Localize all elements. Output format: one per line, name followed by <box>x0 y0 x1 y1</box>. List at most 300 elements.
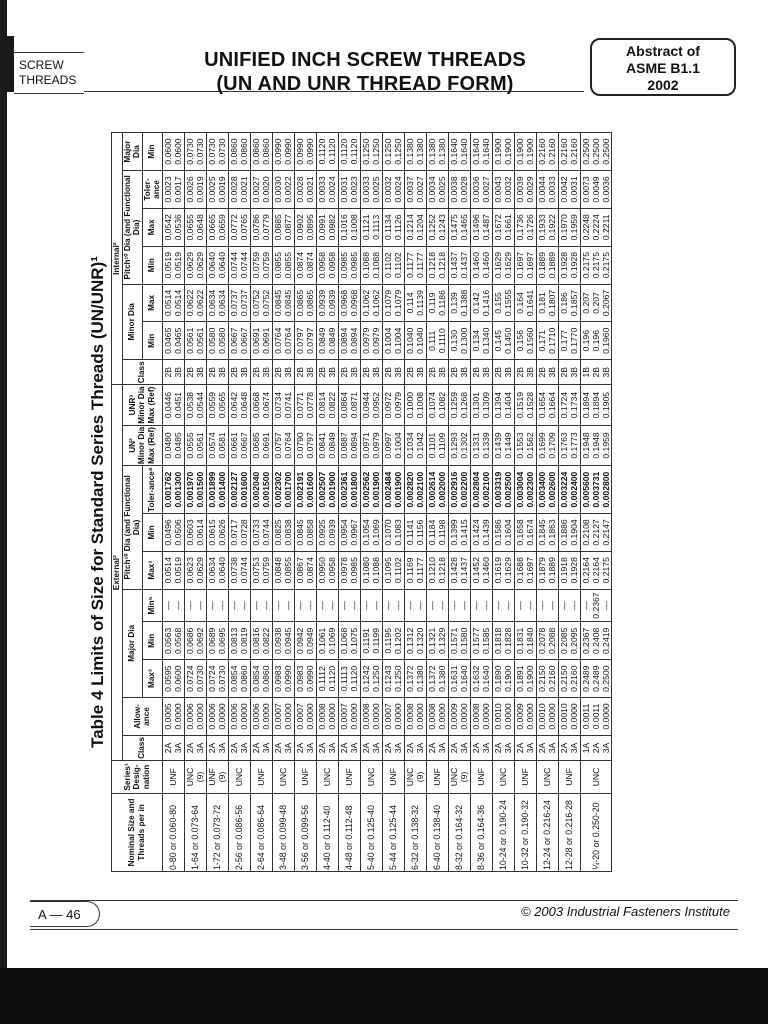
cell-imaj-min <box>382 133 404 171</box>
cell-value: 0.1959 <box>600 432 611 459</box>
cell-value: — <box>493 601 503 610</box>
cell-value: 0.1113 <box>371 214 381 240</box>
cell-min-min <box>514 322 536 360</box>
cell-value: 0.0730 <box>195 665 205 692</box>
cell-value: 0.0008 <box>471 703 481 730</box>
cell-value: 0.0865 <box>295 289 305 317</box>
cell-value: 0.0559 <box>207 391 217 419</box>
cell-value: 0.0000 <box>437 703 447 730</box>
cell-value: 0.1894 <box>580 391 591 419</box>
cell-value: 0.119 <box>427 292 437 314</box>
cell-value: 2B <box>163 367 173 378</box>
cell-min-max <box>316 284 338 322</box>
cell-value: 0.0000 <box>459 703 469 730</box>
cell-cls <box>250 735 272 760</box>
cell-pd-max <box>228 551 250 589</box>
cell-min-min <box>272 322 294 360</box>
table-row <box>206 133 228 872</box>
cell-value: 0.1928 <box>559 252 569 279</box>
cell-pd-max <box>470 551 492 589</box>
cell-value: 0.0822 <box>327 391 337 419</box>
cell-value: 0.0010 <box>559 703 569 730</box>
cell-value: 0.0030 <box>273 176 283 203</box>
table-row <box>558 133 580 872</box>
cell-value: 0.0028 <box>295 176 305 203</box>
cell-allow <box>580 698 611 736</box>
cell-value: 0.0752 <box>261 289 271 317</box>
cell-nominal: 6-32 or 0.138-32 <box>404 793 426 871</box>
cell-value: 0.2067 <box>600 289 611 317</box>
cell-value: 0.1082 <box>437 391 447 419</box>
cell-value: 0.0674 <box>261 391 271 419</box>
cell-value: 0.0972 <box>383 391 393 419</box>
cell-cls <box>382 735 404 760</box>
cell-pd-tol <box>536 466 558 514</box>
cell-icls <box>206 360 228 385</box>
cell-value: 0.0968 <box>339 289 349 317</box>
cell-value: 0.1204 <box>415 214 425 241</box>
cell-cls <box>558 735 580 760</box>
cell-value: 0.1970 <box>559 214 569 241</box>
cell-value: 0.0985 <box>349 557 359 584</box>
cell-value: — <box>317 601 327 610</box>
cell-un-minor <box>250 425 272 465</box>
cell-ipd-min <box>228 246 250 284</box>
cell-value: 0.1394 <box>493 391 503 419</box>
cell-value: 0.0938 <box>273 627 283 654</box>
cell-value: 0.0845 <box>273 289 283 317</box>
cell-value: 0.2150 <box>559 665 569 692</box>
cell-value: 3B <box>239 367 249 378</box>
cell-value: 0.0860 <box>239 665 249 692</box>
cell-value: 0.2160 <box>559 138 569 165</box>
cell-value: 0.1388 <box>459 289 469 317</box>
header-minor-min: Min <box>142 322 162 360</box>
cell-maj-max <box>162 660 184 698</box>
cell-nominal: ¼-20 or 0.250-20 <box>580 793 611 871</box>
cell-value: 0.0985 <box>349 252 359 279</box>
cell-pd-max <box>404 551 426 589</box>
cell-value: 0.145 <box>493 330 503 352</box>
cell-value: 0.1102 <box>393 252 403 278</box>
cell-maj-min5 <box>338 589 360 622</box>
cell-value: 3B <box>283 367 293 378</box>
header-unr-minor: UNR³ Minor Dia Max (Ref) <box>122 385 162 425</box>
cell-value: 0.002916 <box>449 471 459 508</box>
cell-value: 0.1828 <box>503 627 513 654</box>
abstract-line2: ASME B1.1 <box>626 60 700 76</box>
cell-value: 0.002500 <box>503 471 513 508</box>
cell-value: 3A <box>305 742 315 754</box>
cell-value: 0.2500 <box>590 138 601 165</box>
cell-value: 3B <box>195 367 205 378</box>
cell-value: 0.0600 <box>173 138 183 165</box>
cell-series: UNC <box>272 761 294 794</box>
cell-maj-min5 <box>382 589 404 622</box>
cell-pd-max <box>162 551 184 589</box>
cell-value: 0.2224 <box>590 214 601 241</box>
cell-series: UNC <box>536 761 558 794</box>
cell-series: UNC <box>580 761 611 794</box>
table-title: Table 4 Limits of Size for Standard Series Threads (UN/UNR)¹ <box>88 256 107 748</box>
cell-icls <box>162 360 184 385</box>
cell-value: 2B <box>537 367 547 378</box>
cell-icls <box>536 360 558 385</box>
cell-icls <box>272 360 294 385</box>
cell-value: 0.0623 <box>185 557 195 584</box>
cell-value: 0.1069 <box>371 519 381 546</box>
cell-imaj-min <box>492 133 514 171</box>
cell-value: 0.2164 <box>590 557 601 584</box>
cell-nominal: 0-80 or 0.060-80 <box>162 793 184 871</box>
cell-nominal: 2-64 or 0.086-64 <box>250 793 272 871</box>
cell-value: 0.1905 <box>600 391 611 419</box>
cell-icls <box>382 360 404 385</box>
cell-value: 0.0838 <box>283 519 293 546</box>
cell-value: 0.0949 <box>305 627 315 654</box>
cell-value: 0.0730 <box>207 138 217 165</box>
cell-min-min <box>184 322 206 360</box>
cell-ipd-min <box>162 246 184 284</box>
cell-value: 0.139 <box>449 292 459 314</box>
cell-ipd-tol <box>558 171 580 209</box>
cell-value: 0.002800 <box>600 471 611 508</box>
cell-value: 0.1697 <box>515 252 525 279</box>
cell-ipd-max <box>272 208 294 246</box>
cell-value: 0.0000 <box>349 703 359 730</box>
cell-nominal: 10-24 or 0.190-24 <box>492 793 514 871</box>
cell-value: 0.1202 <box>393 627 403 654</box>
cell-value: 0.0538 <box>185 391 195 419</box>
cell-ipd-max <box>536 208 558 246</box>
cell-nominal: 1-64 or 0.073-64 <box>184 793 206 871</box>
cell-value: 0.0728 <box>239 519 249 546</box>
cell-pd-min <box>184 514 206 552</box>
cell-maj-min5 <box>536 589 558 622</box>
cell-value: 0.0036 <box>600 176 611 203</box>
cell-maj-min <box>536 622 558 660</box>
cell-value: 0.1891 <box>515 665 525 692</box>
cell-value: 0.0990 <box>283 138 293 165</box>
cell-value: 0.1331 <box>471 432 481 459</box>
cell-pd-max <box>426 551 448 589</box>
cell-value: 0.0006 <box>251 703 261 730</box>
cell-value: 0.1008 <box>415 391 425 419</box>
cell-value: 0.0555 <box>185 432 195 459</box>
cell-value: 0.0029 <box>525 176 535 203</box>
cell-pd-max <box>206 551 228 589</box>
cell-value: 0.0007 <box>339 703 349 730</box>
cell-value: 0.0854 <box>251 665 261 692</box>
cell-value: 0.0655 <box>185 214 195 241</box>
cell-maj-min5 <box>470 589 492 622</box>
cell-value: 0.0860 <box>261 138 271 165</box>
cell-icls <box>426 360 448 385</box>
cell-ipd-min <box>514 246 536 284</box>
cell-ipd-tol <box>448 171 470 209</box>
cell-value: 0.1380 <box>427 138 437 165</box>
cell-value: 0.0939 <box>327 519 337 546</box>
cell-value: — <box>251 601 261 610</box>
cell-value: 0.0894 <box>349 327 359 354</box>
cell-value: 0.0622 <box>185 289 195 317</box>
cell-value: 0.1250 <box>383 138 393 165</box>
cell-pd-max <box>448 551 470 589</box>
cell-value: 0.1120 <box>349 138 359 165</box>
cell-value: 0.0813 <box>229 627 239 654</box>
cell-value: 0.0744 <box>229 252 239 279</box>
cell-pd-tol <box>448 466 470 514</box>
cell-allow <box>206 698 228 736</box>
cell-nominal: 12-24 or 0.216-24 <box>536 793 558 871</box>
cell-min-min <box>536 322 558 360</box>
cell-value: 0.0005 <box>163 703 173 730</box>
cell-value: 0.1726 <box>525 214 535 241</box>
cell-value: — <box>515 601 525 610</box>
cell-value: 0.0506 <box>173 519 183 546</box>
cell-value: 2A <box>339 742 349 754</box>
cell-value: 0.1736 <box>515 214 525 241</box>
table-body <box>162 133 611 872</box>
cell-value: 2B <box>427 367 437 378</box>
cell-value: 0.1641 <box>525 289 535 317</box>
cell-value: 0.0007 <box>383 703 393 730</box>
cell-value: 0.0978 <box>339 557 349 584</box>
cell-value: 0.1553 <box>515 432 525 459</box>
cell-value: 0.1449 <box>503 432 513 459</box>
cell-value: 0.0786 <box>251 214 261 241</box>
header-major-dia: Major Dia <box>122 589 142 697</box>
header-int-class: Class <box>122 360 162 385</box>
cell-value: 2B <box>590 367 601 378</box>
cell-value: 0.0036 <box>471 176 481 203</box>
cell-value: — <box>459 601 469 610</box>
cell-value: 0.1198 <box>437 519 447 546</box>
header-external: External² <box>112 385 123 761</box>
cell-ipd-max <box>294 208 316 246</box>
cell-value: 0.1428 <box>449 557 459 584</box>
cell-min-min <box>448 322 470 360</box>
cell-pd-tol <box>580 466 611 514</box>
cell-value: 0.0024 <box>327 176 337 203</box>
cell-value: 2A <box>405 742 415 754</box>
cell-value: 0.1640 <box>459 138 469 165</box>
cell-imaj-min <box>536 133 558 171</box>
cell-value: 0.1577 <box>471 627 481 654</box>
cell-value: 0.1840 <box>525 627 535 654</box>
cell-value: 0.1218 <box>437 557 447 584</box>
cell-series: UNF <box>294 761 316 794</box>
cell-value: 2A <box>163 742 173 754</box>
cell-allow <box>338 698 360 736</box>
cell-value: 0.0958 <box>327 252 337 279</box>
cell-allow <box>360 698 382 736</box>
cell-pd-max <box>536 551 558 589</box>
cell-ipd-min <box>382 246 404 284</box>
cell-value: 0.0024 <box>393 176 403 203</box>
cell-value: — <box>207 601 217 610</box>
cell-maj-min <box>558 622 580 660</box>
cell-min-min <box>360 322 382 360</box>
cell-value: 2B <box>361 367 371 378</box>
cell-maj-min5 <box>580 589 611 622</box>
cell-un-minor <box>536 425 558 465</box>
cell-value: 0.1312 <box>405 627 415 654</box>
cell-value: 0.1437 <box>449 252 459 279</box>
cell-value: 2B <box>493 367 503 378</box>
cell-pd-min <box>250 514 272 552</box>
cell-value: 0.0939 <box>327 289 337 317</box>
cell-imaj-min <box>338 133 360 171</box>
cell-value: 0.0648 <box>239 391 249 419</box>
cell-unr-minor <box>162 385 184 425</box>
cell-value: 0.0939 <box>317 289 327 317</box>
cell-value: 2A <box>471 742 481 754</box>
cell-maj-max <box>316 660 338 698</box>
cell-value: 0.0008 <box>427 703 437 730</box>
cell-value: 0.1380 <box>437 665 447 692</box>
page-number: A — 46 <box>30 901 100 927</box>
page-title-line2: (UN AND UNR THREAD FORM) <box>216 73 514 95</box>
cell-ipd-min <box>338 246 360 284</box>
cell-allow <box>470 698 492 736</box>
cell-unr-minor <box>228 385 250 425</box>
cell-value: 0.0000 <box>195 703 205 730</box>
cell-value: 0.1102 <box>393 557 403 584</box>
cell-value: 0.0757 <box>273 432 283 459</box>
cell-value: 0.0855 <box>283 252 293 279</box>
cell-value: 3B <box>327 367 337 378</box>
table-row <box>514 133 536 872</box>
cell-value: 0.2095 <box>569 627 579 654</box>
cell-ipd-tol <box>492 171 514 209</box>
cell-value: 0.1095 <box>383 557 393 584</box>
cell-value: 0.002400 <box>569 471 579 508</box>
cell-value: 0.0037 <box>405 176 415 203</box>
table-row <box>492 133 514 872</box>
cell-value: 2A <box>229 742 239 754</box>
cell-maj-max <box>426 660 448 698</box>
cell-ipd-min <box>184 246 206 284</box>
cell-value: 0.114 <box>405 292 415 314</box>
cell-value: 0.0561 <box>195 432 205 459</box>
cell-unr-minor <box>404 385 426 425</box>
cell-value: 0.2367 <box>580 627 591 654</box>
cell-value: 0.2147 <box>600 519 611 546</box>
cell-value: — <box>383 601 393 610</box>
cell-value: 0.0822 <box>261 627 271 654</box>
cell-value: 0.0958 <box>327 557 337 584</box>
cell-value: 0.0642 <box>229 391 239 419</box>
page-title-line1: UNIFIED INCH SCREW THREADS <box>204 49 526 71</box>
cell-value: 0.0958 <box>317 252 327 279</box>
cell-maj-min5 <box>184 589 206 622</box>
cell-value: 0.0979 <box>371 432 381 459</box>
cell-allow <box>536 698 558 736</box>
cell-allow <box>184 698 206 736</box>
cell-imaj-min <box>580 133 611 171</box>
cell-ipd-tol <box>184 171 206 209</box>
cell-value: 0.0514 <box>163 289 173 317</box>
cell-unr-minor <box>492 385 514 425</box>
cell-value: 3B <box>569 367 579 378</box>
cell-value: 0.1141 <box>405 519 415 546</box>
cell-un-minor <box>470 425 492 465</box>
cell-value: 0.1120 <box>327 138 337 165</box>
header-pd-max: Max³ <box>142 551 162 589</box>
cell-value: 0.0021 <box>239 176 249 203</box>
cell-value: 0.0574 <box>207 432 217 459</box>
cell-value: 0.0990 <box>273 138 283 165</box>
cell-value: 0.0667 <box>239 327 249 354</box>
cell-value: 0.0867 <box>295 557 305 584</box>
cell-unr-minor <box>558 385 580 425</box>
cell-min-min <box>404 322 426 360</box>
cell-icls <box>360 360 382 385</box>
cell-maj-max <box>382 660 404 698</box>
cell-ipd-tol <box>272 171 294 209</box>
cell-value: 0.1439 <box>481 519 491 546</box>
cell-value: 0.003224 <box>559 471 569 508</box>
cell-value: 0.0950 <box>317 557 327 584</box>
cell-ipd-tol <box>162 171 184 209</box>
cell-value: 0.1654 <box>537 391 547 419</box>
cell-value: 2B <box>559 367 569 378</box>
cell-min-min <box>294 322 316 360</box>
cell-series: UNC (9) <box>184 761 206 794</box>
cell-value: 0.0990 <box>305 138 315 165</box>
cell-pd-max <box>580 551 611 589</box>
cell-value: 0.0025 <box>371 176 381 203</box>
cell-value: 3B <box>437 367 447 378</box>
cell-value: 0.1040 <box>415 327 425 354</box>
cell-cls <box>162 735 184 760</box>
cell-min-max <box>536 284 558 322</box>
cell-value: 0.0044 <box>537 176 547 203</box>
cell-value: 0.0000 <box>371 703 381 730</box>
cell-value: 0.1112 <box>317 666 327 692</box>
cell-value: 0.0580 <box>207 327 217 354</box>
cell-value: 0.1380 <box>415 665 425 692</box>
cell-series: UNC <box>492 761 514 794</box>
section-label <box>19 58 76 88</box>
cell-pd-tol <box>316 466 338 514</box>
cell-series: UNF <box>514 761 536 794</box>
cell-value: 0.1460 <box>481 557 491 584</box>
cell-maj-min <box>448 622 470 660</box>
cell-value: 0.001700 <box>283 471 293 508</box>
cell-value: 0.1710 <box>547 327 557 354</box>
cell-value: 3A <box>217 742 227 754</box>
cell-value: 2B <box>449 367 459 378</box>
cell-value: 3A <box>327 742 337 754</box>
cell-maj-min5 <box>228 589 250 622</box>
cell-ipd-max <box>206 208 228 246</box>
cell-value: 0.0043 <box>493 176 503 203</box>
table-row <box>162 133 184 872</box>
cell-value: 0.001800 <box>349 471 359 508</box>
cell-ipd-tol <box>404 171 426 209</box>
cell-value: 0.1863 <box>547 519 557 546</box>
cell-value: 0.0887 <box>339 432 349 459</box>
cell-value: 0.0519 <box>163 252 173 279</box>
cell-pd-min <box>316 514 338 552</box>
cell-value: 0.0737 <box>239 289 249 317</box>
cell-value: 0.0985 <box>339 252 349 279</box>
cell-value: 2B <box>317 367 327 378</box>
cell-pd-max <box>558 551 580 589</box>
table-row <box>228 133 250 872</box>
